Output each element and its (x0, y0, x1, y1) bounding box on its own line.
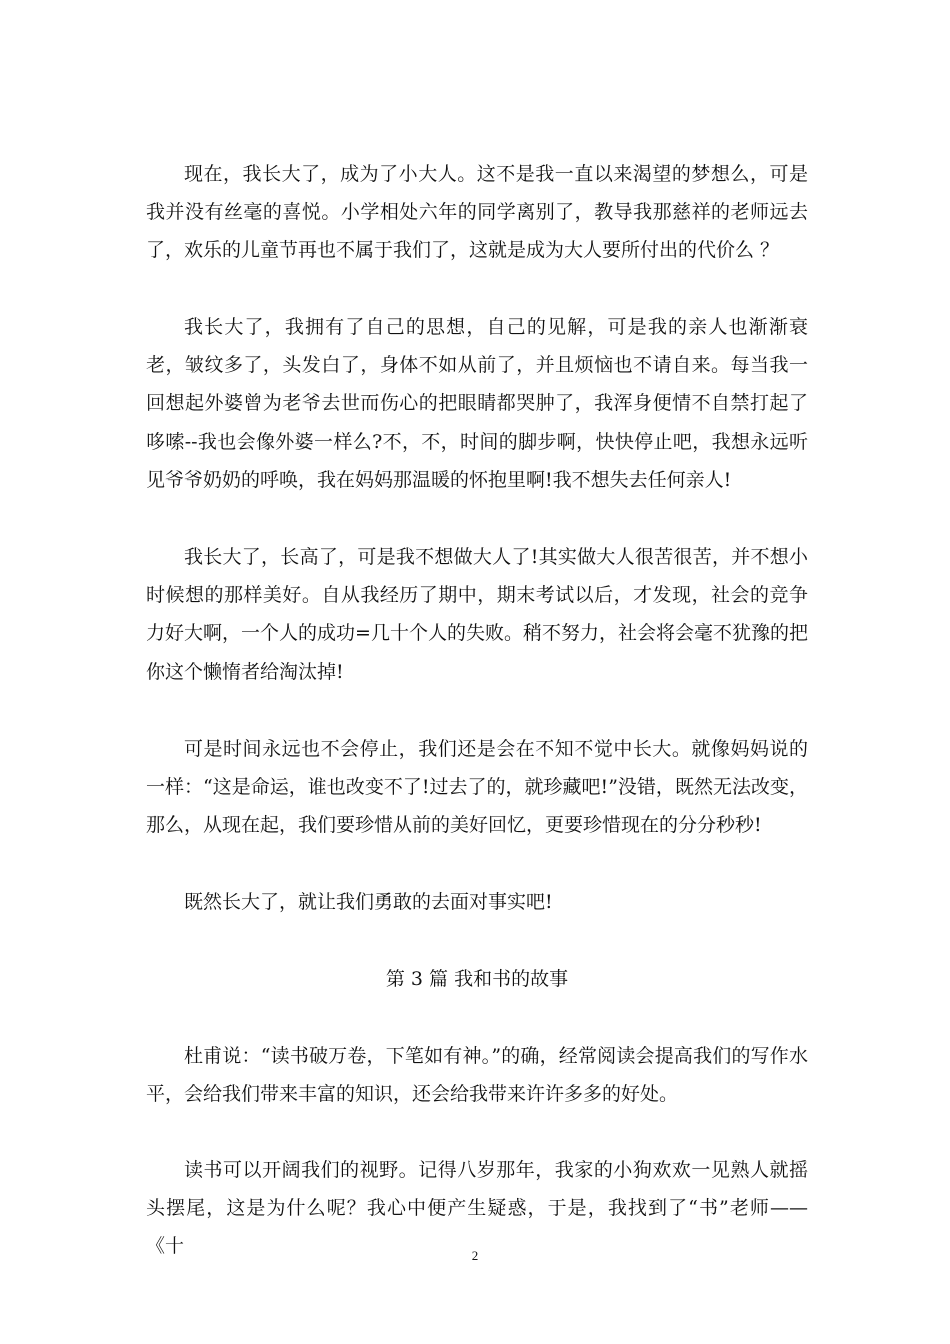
page-number: 2 (471, 1248, 479, 1263)
paragraph-grown-up: 现在，我长大了，成为了小大人。这不是我一直以来渴望的梦想么，可是我并没有丝毫的喜悦。小学相处六年的同学离别了，教导我那慈祥的老师远去了，欢乐的儿童节再也不属于我们了，这就是成为大人要所付出的代价么 ？ (146, 163, 808, 262)
paragraph-time: 可是时间永远也不会停止，我们还是会在不知不觉中长大。就像妈妈说的一样：“这是命运，谁也改变不了!过去了的，就珍藏吧!”没错，既然无法改变，那么，从现在起，我们要珍惜从前的美好回忆，更要珍惜现在的分分秒秒! (146, 738, 808, 837)
paragraph-reading-horizons: 读书可以开阔我们的视野。记得八岁那年，我家的小狗欢欢一见熟人就摇头摆尾，这是为什么呢？我心中便产生疑惑，于是，我找到了“书”老师——《十 (146, 1159, 808, 1258)
paragraph-competition: 我长大了，长高了，可是我不想做大人了!其实做大人很苦很苦，并不想小时候想的那样美好。自从我经历了期中，期末考试以后，才发现，社会的竞争力好大啊，一个人的成功=几十个人的失败。稍不努力，社会将会毫不犹豫的把你这个懒惰者给淘汰掉! (146, 546, 808, 683)
paragraph-face-facts: 既然长大了，就让我们勇敢的去面对事实吧! (184, 891, 553, 913)
paragraph-relatives: 我长大了，我拥有了自己的思想，自己的见解，可是我的亲人也渐渐衰老，皱纹多了，头发白了，身体不如从前了，并且烦恼也不请自来。每当我一回想起外婆曾为老爷去世而伤心的把眼睛都哭肿了，我浑身便情不自禁打起了哆嗦--我也会像外婆一样么?不，不，时间的脚步啊，快快停止吧，我想永远听见爷爷奶奶的呼唤，我在妈妈那温暖的怀抱里啊!我不想失去任何亲人! (146, 316, 808, 491)
section-title: 第 3 篇 我和书的故事 (385, 968, 569, 990)
paragraph-du-fu-quote: 杜甫说：“读书破万卷，下笔如有神。”的确，经常阅读会提高我们的写作水平，会给我们带来丰富的知识，还会给我带来许许多多的好处。 (146, 1045, 808, 1106)
